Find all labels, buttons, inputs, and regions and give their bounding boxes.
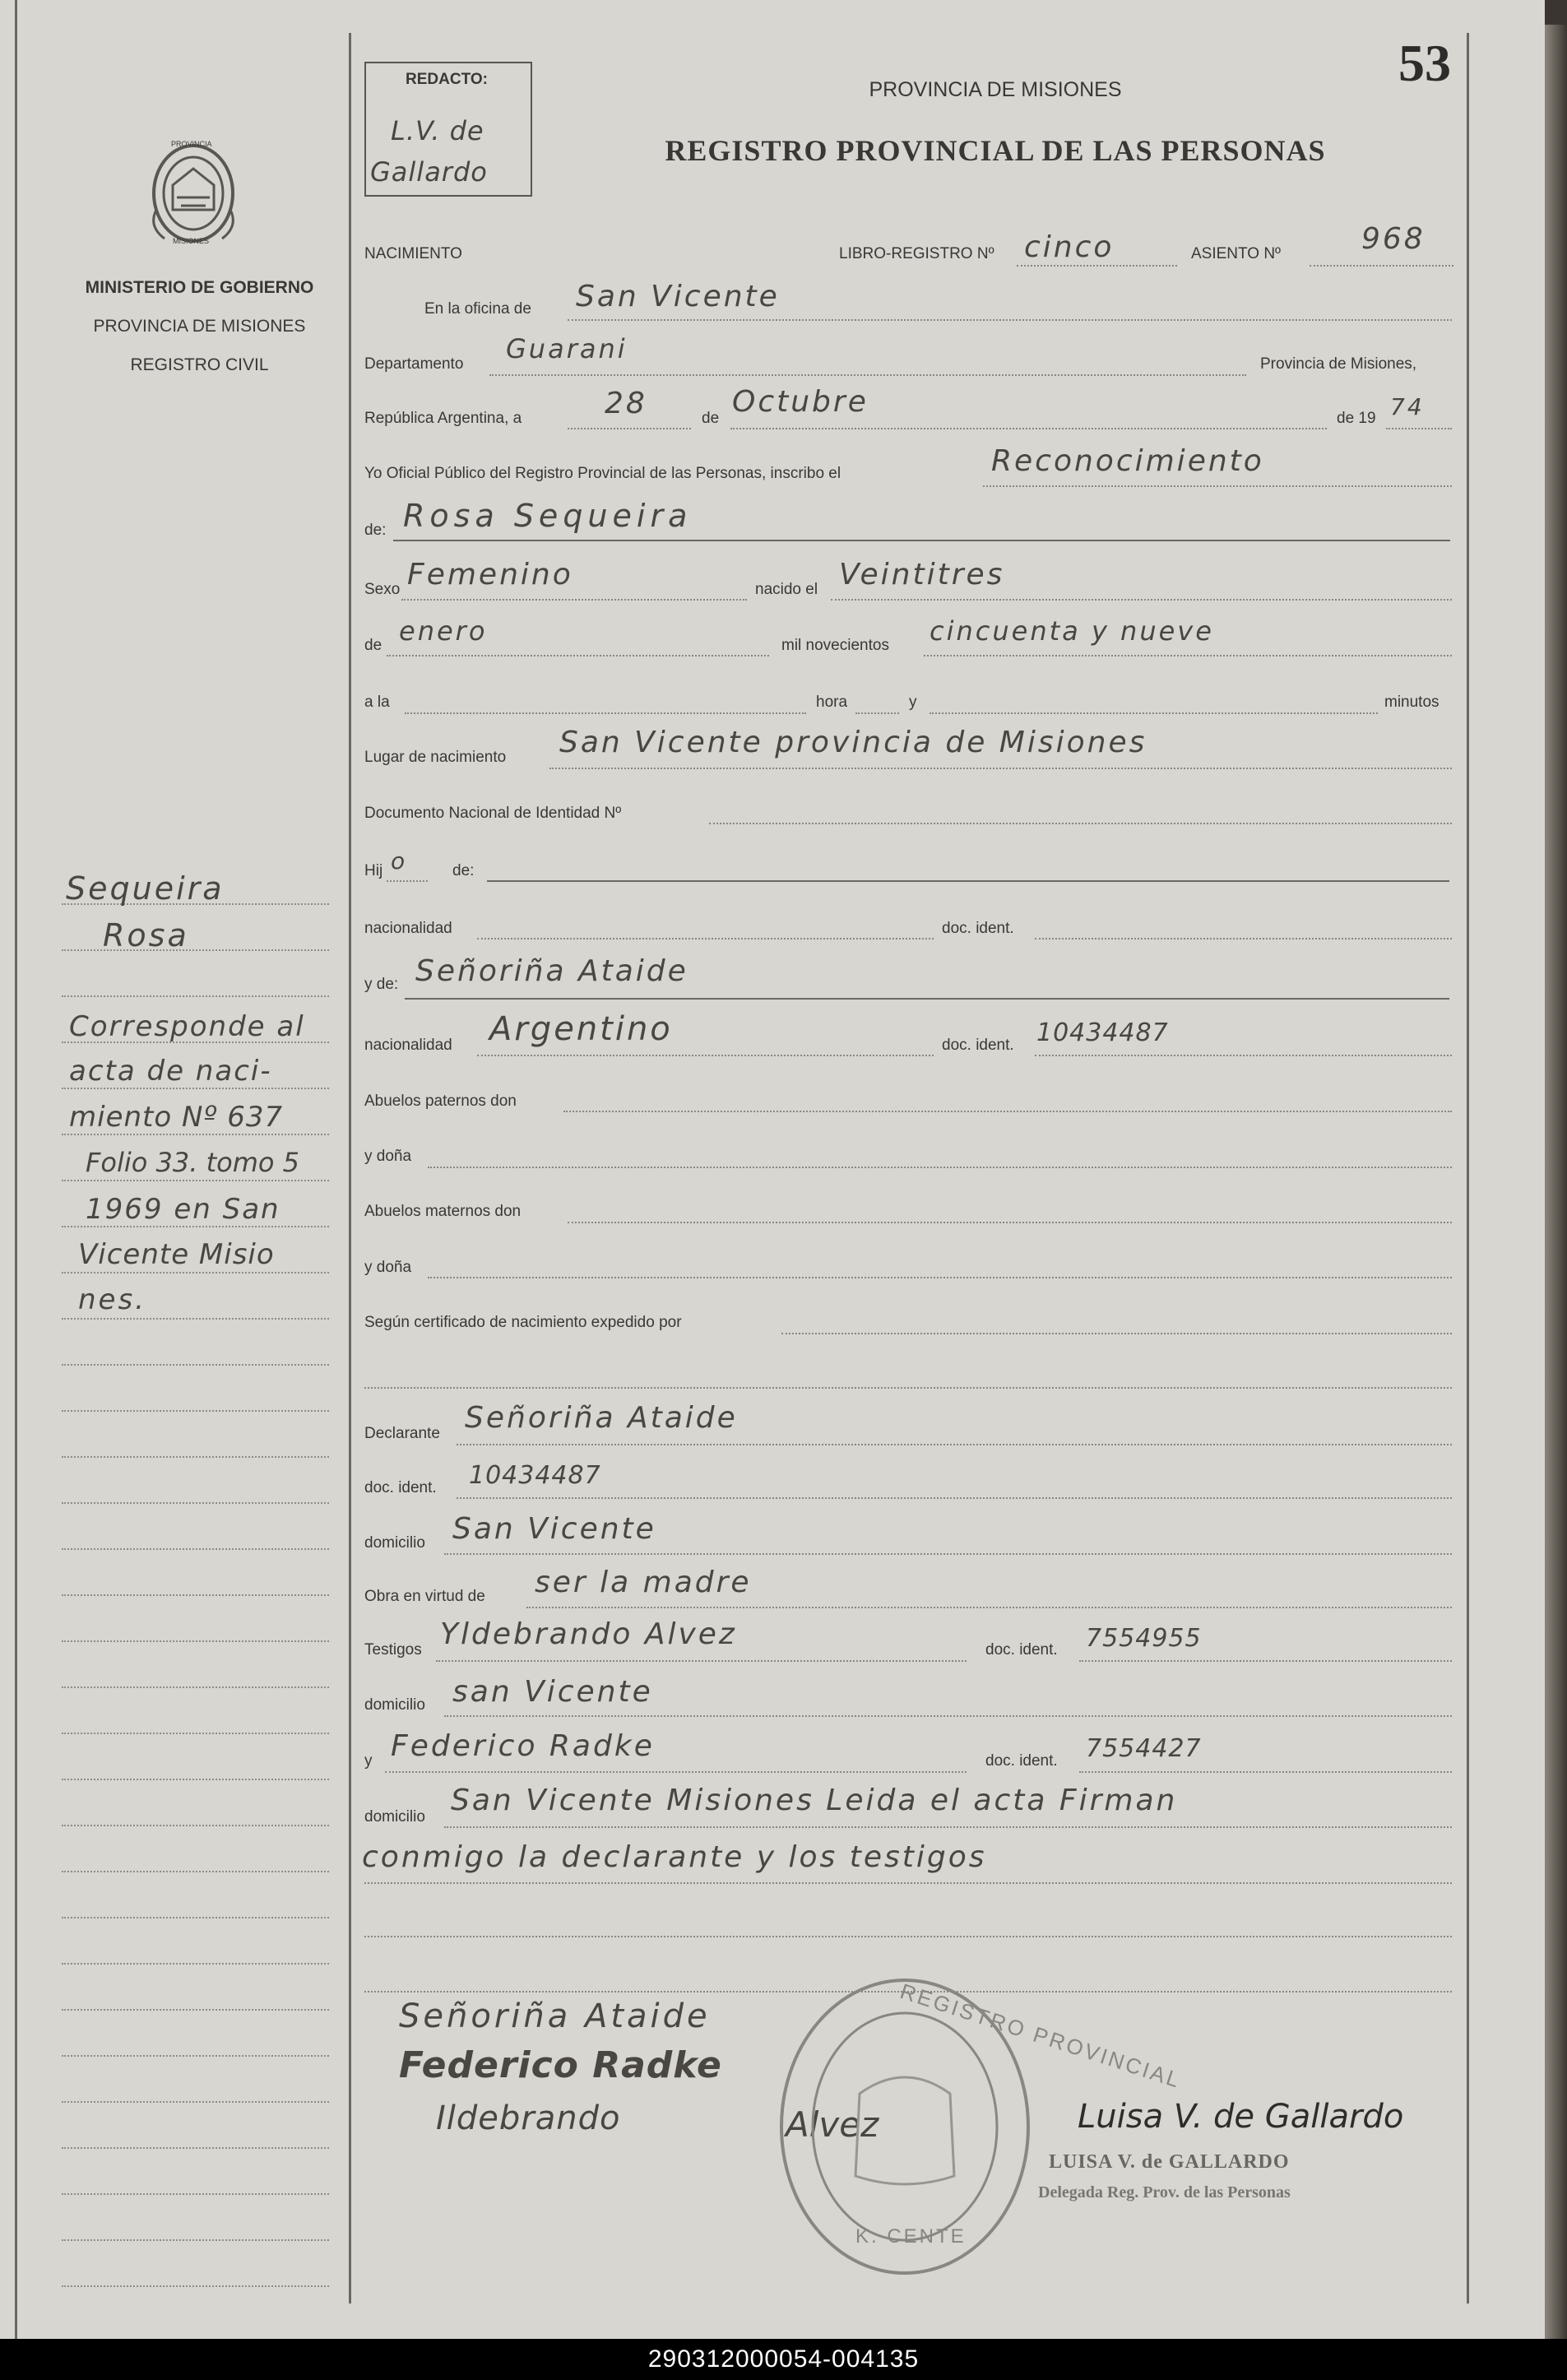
margin-line-3: miento Nº 637	[69, 1101, 284, 1134]
seal-text: REGISTRO PROVINCIAL	[897, 1979, 1185, 2094]
left-border	[15, 0, 17, 2339]
margin-rule-line	[62, 1180, 329, 1181]
libro-value: cinco	[1024, 230, 1115, 264]
nacionalidad2-value: Argentino	[489, 1010, 673, 1048]
anio-nac-value: cincuenta y nueve	[930, 615, 1214, 647]
declarante-doc-label: doc. ident.	[364, 1479, 437, 1496]
page-edge	[1545, 25, 1567, 2339]
obra-value: ser la madre	[535, 1566, 752, 1599]
official-stamp-name: LUISA V. de GALLARDO	[1049, 2151, 1290, 2173]
doc-ident2-label: doc. ident.	[942, 1037, 1014, 1054]
seal-bottom-text: K. CENTE	[855, 2225, 967, 2248]
hijo-de-label: de:	[452, 862, 475, 879]
margin-rule-line	[62, 1779, 329, 1780]
header-province: PROVINCIA DE MISIONES	[869, 78, 1122, 101]
margin-rule-line	[62, 1456, 329, 1458]
official-signature: Luisa V. de Gallardo	[1078, 2098, 1404, 2136]
margin-rule-line	[62, 2009, 329, 2011]
testigo2-doc-value: 7554427	[1086, 1734, 1202, 1763]
sexo-value: Femenino	[407, 558, 573, 592]
declarante-value: Señoriña Ataide	[465, 1401, 738, 1435]
margin-rule-line	[62, 1318, 329, 1320]
margin-rule-line	[62, 2285, 329, 2287]
margin-rule-line	[62, 1825, 329, 1826]
dia-value: 28	[605, 387, 647, 420]
margin-line-6: Vicente Misio	[78, 1238, 275, 1271]
republica-label: República Argentina, a	[364, 410, 522, 427]
testigo2-doc-label: doc. ident.	[985, 1752, 1058, 1770]
margin-rule-line	[62, 2055, 329, 2057]
acto-value: Reconocimiento	[991, 444, 1264, 478]
margin-line-7: nes.	[78, 1283, 146, 1316]
page-number: 53	[1398, 34, 1451, 92]
ministry-heading: MINISTERIO DE GOBIERNO	[85, 278, 314, 297]
doc-ident-label: doc. ident.	[942, 920, 1014, 937]
margin-name: Rosa	[103, 917, 189, 953]
year-value: 74	[1390, 393, 1425, 420]
mes-value: Octubre	[732, 385, 869, 419]
y-de-label: y de:	[364, 976, 399, 993]
margin-rule-line	[62, 949, 329, 951]
mes-nac-value: enero	[399, 615, 488, 647]
signature-4: Alvez	[786, 2104, 879, 2145]
testigo1-doc-label: doc. ident.	[985, 1641, 1058, 1659]
y-dona2-label: y doña	[364, 1259, 412, 1276]
margin-rule-line	[62, 1088, 329, 1089]
province-heading: PROVINCIA DE MISIONES	[93, 317, 306, 336]
margin-line-4: Folio 33. tomo 5	[86, 1147, 299, 1178]
de-year-label: de 19	[1337, 410, 1376, 427]
margin-rule-line	[62, 1917, 329, 1918]
lugar-label: Lugar de nacimiento	[364, 749, 507, 766]
provincia-suffix: Provincia de Misiones,	[1260, 355, 1417, 373]
a-la-label: a la	[364, 694, 390, 711]
margin-rule-line	[62, 1134, 329, 1135]
nacionalidad2-label: nacionalidad	[364, 1037, 452, 1054]
closing-line: conmigo la declarante y los testigos	[362, 1840, 987, 1874]
certificado-label: Según certificado de nacimiento expedido por	[364, 1314, 682, 1331]
margin-rule-line	[62, 1410, 329, 1412]
de-label3: de	[364, 637, 382, 654]
lugar-value: San Vicente provincia de Misiones	[559, 726, 1147, 759]
margin-rule-line	[62, 1733, 329, 1734]
asiento-label: ASIENTO Nº	[1191, 245, 1281, 262]
margin-line-1: Corresponde al	[69, 1010, 305, 1043]
signature-1: Señoriña Ataide	[399, 1997, 711, 2035]
testigo1-value: Yldebrando Alvez	[440, 1617, 737, 1651]
margin-rule-line	[62, 1871, 329, 1872]
right-border	[1467, 33, 1469, 2303]
nacionalidad-label: nacionalidad	[364, 920, 452, 937]
testigo1-doc-value: 7554955	[1086, 1624, 1202, 1653]
y-label: y	[909, 694, 917, 711]
margin-rule-line	[62, 1640, 329, 1642]
hijo-label: Hij	[364, 862, 383, 879]
redacto-value-line2: Gallardo	[370, 156, 488, 188]
asiento-value: 968	[1361, 222, 1426, 256]
header-title: REGISTRO PROVINCIAL DE LAS PERSONAS	[665, 134, 1326, 167]
redacto-value-line1: L.V. de	[391, 115, 484, 146]
nacido-label: nacido el	[755, 581, 818, 598]
margin-rule-line	[62, 1686, 329, 1688]
abuelos-maternos-label: Abuelos maternos don	[364, 1203, 522, 1220]
margin-rule-line	[62, 1963, 329, 1965]
margin-rule-line	[62, 1364, 329, 1366]
redacto-label: REDACTO:	[406, 71, 488, 88]
oficial-text: Yo Oficial Público del Registro Provincial de las Personas, inscribo el	[364, 465, 841, 482]
margin-line-2: acta de naci-	[69, 1055, 272, 1088]
margin-line-5: 1969 en San	[86, 1193, 280, 1226]
doc-ident2-value: 10434487	[1036, 1018, 1169, 1047]
margin-rule-line	[62, 2101, 329, 2103]
margin-rule-line	[62, 2239, 329, 2241]
oficina-label: En la oficina de	[424, 300, 531, 318]
sexo-label: Sexo	[364, 581, 401, 598]
testigo1-domicilio-label: domicilio	[364, 1696, 425, 1714]
libro-label: LIBRO-REGISTRO Nº	[839, 245, 994, 262]
obra-label: Obra en virtud de	[364, 1588, 485, 1605]
nacido-value: Veintitres	[839, 558, 1005, 592]
abuelos-paternos-label: Abuelos paternos don	[364, 1093, 517, 1110]
declarante-doc-value: 10434487	[469, 1461, 601, 1490]
dni-label: Documento Nacional de Identidad Nº	[364, 805, 622, 822]
y-label2: y	[364, 1752, 373, 1770]
margin-rule-line	[62, 1548, 329, 1550]
margin-rule-line	[62, 2147, 329, 2149]
coat-of-arms-icon	[140, 136, 247, 251]
margin-rule-line	[62, 995, 329, 997]
hijo-suffix: o	[391, 847, 408, 875]
departamento-value: Guarani	[506, 333, 628, 364]
mil-label: mil novecientos	[781, 637, 889, 654]
nombre-value: Rosa Sequeira	[403, 498, 693, 534]
de-label: de	[702, 410, 720, 427]
domicilio-label: domicilio	[364, 1534, 425, 1552]
seal-top-text: PROVINCIA	[171, 140, 212, 148]
civil-registry-heading: REGISTRO CIVIL	[130, 355, 269, 374]
signature-3: Ildebrando	[436, 2099, 621, 2137]
departamento-label: Departamento	[364, 355, 464, 373]
testigo2-domicilio-label: domicilio	[364, 1808, 425, 1826]
official-stamp-title: Delegada Reg. Prov. de las Personas	[1038, 2183, 1291, 2201]
margin-rule-line	[62, 1226, 329, 1227]
madre-value: Señoriña Ataide	[415, 954, 688, 988]
testigo1-domicilio-value: san Vicente	[452, 1675, 653, 1709]
margin-rule-line	[62, 1594, 329, 1596]
margin-rule-line	[62, 2193, 329, 2195]
testigos-label: Testigos	[364, 1641, 422, 1659]
testigo2-value: Federico Radke	[391, 1729, 655, 1763]
footer-id: 290312000054-004135	[0, 2339, 1567, 2380]
margin-surname: Sequeira	[66, 870, 225, 907]
oficina-value: San Vicente	[576, 280, 780, 313]
minutos-label: minutos	[1384, 694, 1440, 711]
nacimiento-label: NACIMIENTO	[364, 245, 462, 262]
de-label2: de:	[364, 522, 387, 539]
signature-2: Federico Radke	[399, 2044, 722, 2086]
testigo2-domicilio-value: San Vicente Misiones Leida el acta Firman	[451, 1784, 1178, 1817]
margin-rule-line	[62, 1272, 329, 1274]
y-dona-label: y doña	[364, 1148, 412, 1165]
margin-rule-line	[62, 1502, 329, 1504]
seal-bottom-text: MISIONES	[173, 237, 210, 245]
declarante-label: Declarante	[364, 1425, 440, 1442]
domicilio-value: San Vicente	[452, 1512, 656, 1546]
hora-label: hora	[816, 694, 848, 711]
